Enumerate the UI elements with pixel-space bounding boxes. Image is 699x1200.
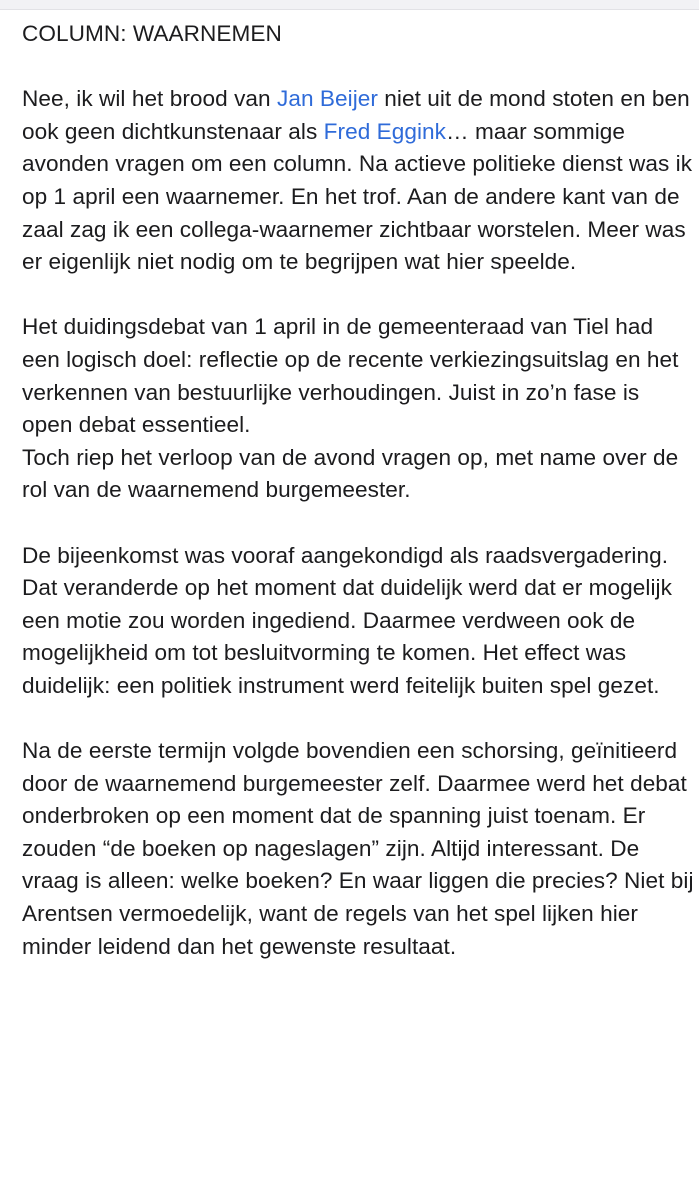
paragraph-1-text-c: … maar sommige avonden vragen om een column. Na actieve politieke dienst was ik op 1 april een waarnemer. En het trof. Aan de andere kant van de zaal zag ik een collega-waarnemer zichtbaar worstelen. Meer was er eigenlijk niet nodig om te begrijpen wat hier speelde. <box>22 118 693 275</box>
paragraph-1 <box>22 83 694 279</box>
paragraph-2: Het duidingsdebat van 1 april in de gemeenteraad van Tiel had een logisch doel: reflectie op de recente verkiezingsuitslag en het verkennen van bestuurlijke verhoudingen. Juist in zo’n fase is open debat essentieel. <box>22 314 679 438</box>
column-title: COLUMN: WAARNEMEN <box>22 21 282 46</box>
link-fred-eggink[interactable]: Fred Eggink <box>323 118 447 144</box>
link-jan-beijer[interactable]: Jan Beijer <box>276 86 378 112</box>
paragraph-3: Toch riep het verloop van de avond vragen op, met name over de rol van de waarnemend burgemeester. <box>22 444 679 503</box>
column-text <box>22 18 694 963</box>
paragraph-4: De bijeenkomst was vooraf aangekondigd als raadsvergadering. Dat veranderde op het moment dat duidelijk werd dat er mogelijk een motie zou worden ingediend. Daarmee verdween ook de mogelijkheid om tot besluitvorming te komen. Het effect was duidelijk: een politiek instrument werd feitelijk buiten spel gezet. <box>22 542 672 698</box>
top-divider <box>0 0 699 10</box>
paragraph-1-text-a: Nee, ik wil het brood van <box>22 86 277 112</box>
paragraph-5: Na de eerste termijn volgde bovendien een schorsing, geïnitieerd door de waarnemend burgemeester zelf. Daarmee werd het debat onderbroken op een moment dat de spanning juist toenam. Er zouden “de boeken op nageslagen” zijn. Altijd interessant. De vraag is alleen: welke boeken? En waar liggen die precies? Niet bij Arentsen vermoedelijk, want de regels van het spel lijken hier minder leidend dan het gewenste resultaat. <box>22 738 694 959</box>
paragraph-1-text-b: niet uit de mond stoten en ben ook geen dichtkunstenaar als <box>22 86 690 144</box>
